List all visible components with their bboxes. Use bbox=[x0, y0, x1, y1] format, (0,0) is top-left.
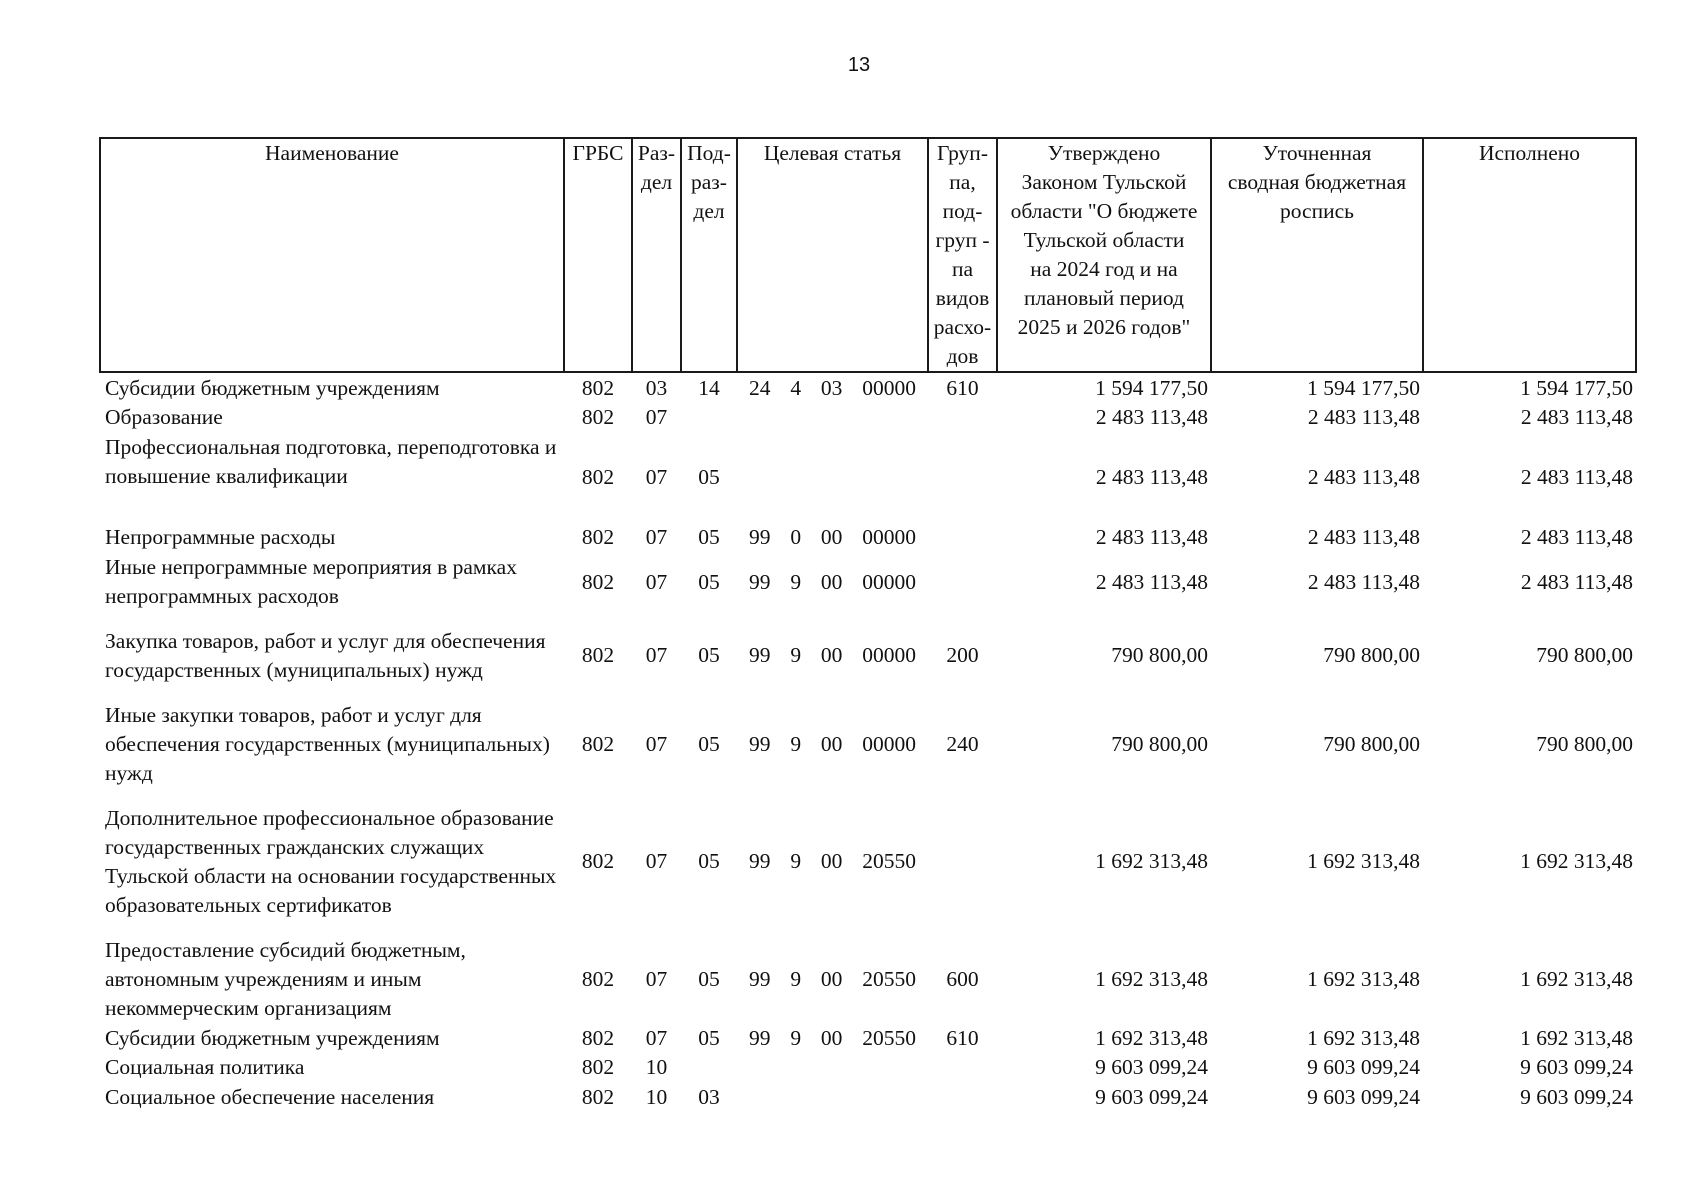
row-expense-group bbox=[928, 1082, 997, 1112]
row-approved: 9 603 099,24 bbox=[1095, 1084, 1208, 1109]
target-subprogram: 9 bbox=[790, 1025, 802, 1050]
header-name: Наименование bbox=[100, 138, 564, 372]
row-grbs: 802 bbox=[581, 465, 615, 489]
row-podrazdel bbox=[681, 403, 737, 432]
header-executed: Исполнено bbox=[1423, 138, 1636, 372]
target-program: 99 bbox=[749, 569, 771, 594]
row-target-article bbox=[737, 372, 928, 403]
row-approved: 1 692 313,48 bbox=[1095, 849, 1208, 873]
row-refined: 9 603 099,24 bbox=[1307, 1055, 1420, 1079]
table-row bbox=[100, 522, 1636, 553]
row-grbs: 802 bbox=[581, 966, 615, 991]
row-approved: 2 483 113,48 bbox=[1095, 525, 1208, 549]
header-razdel: Раз- дел bbox=[632, 138, 681, 372]
row-refined: 1 594 177,50 bbox=[1307, 375, 1420, 400]
row-expense-group bbox=[928, 522, 997, 553]
table-row bbox=[100, 611, 1636, 700]
target-subprogram: 9 bbox=[790, 731, 802, 756]
target-subprogram: 9 bbox=[790, 643, 802, 667]
target-event: 03 bbox=[820, 375, 843, 400]
row-approved: 1 594 177,50 bbox=[1095, 375, 1208, 400]
row-refined: 2 483 113,48 bbox=[1307, 569, 1420, 594]
target-event: 00 bbox=[820, 849, 843, 873]
row-refined: 2 483 113,48 bbox=[1307, 405, 1420, 429]
header-expense-group: Груп- па, под- груп - па видов расхо- дов bbox=[928, 138, 997, 372]
row-razdel: 03 bbox=[645, 375, 668, 400]
row-expense-group bbox=[928, 1053, 997, 1082]
row-razdel: 07 bbox=[645, 465, 668, 489]
header-approved: Утверждено Законом Тульской области "О бюджете Тульской области на 2024 год и на плановый период 2025 и 2026 годов" bbox=[997, 138, 1211, 372]
row-expense-group: 610 bbox=[946, 375, 979, 400]
header-refined: Уточненная сводная бюджетная роспись bbox=[1211, 138, 1423, 372]
row-executed: 790 800,00 bbox=[1536, 731, 1633, 756]
target-subprogram: 9 bbox=[790, 966, 802, 991]
target-subprogram: 9 bbox=[790, 849, 802, 873]
row-approved: 2 483 113,48 bbox=[1095, 405, 1208, 429]
row-approved: 2 483 113,48 bbox=[1095, 569, 1208, 594]
row-name: Непрограммные расходы bbox=[105, 525, 336, 549]
header-row bbox=[100, 138, 1636, 372]
row-executed: 1 692 313,48 bbox=[1520, 849, 1633, 873]
row-razdel: 07 bbox=[645, 643, 668, 667]
row-grbs: 802 bbox=[581, 849, 615, 873]
row-target-article bbox=[737, 522, 928, 553]
target-direction: 00000 bbox=[862, 731, 916, 756]
row-executed: 9 603 099,24 bbox=[1520, 1084, 1633, 1109]
row-name: Субсидии бюджетным учреждениям bbox=[105, 375, 440, 400]
row-podrazdel: 14 bbox=[698, 375, 720, 400]
target-direction: 20550 bbox=[862, 1025, 916, 1050]
row-podrazdel: 05 bbox=[698, 849, 720, 873]
target-direction: 00000 bbox=[862, 525, 916, 549]
row-executed: 1 692 313,48 bbox=[1520, 966, 1633, 991]
row-grbs: 802 bbox=[581, 569, 615, 594]
row-executed: 2 483 113,48 bbox=[1520, 465, 1633, 489]
target-program: 24 bbox=[749, 375, 771, 400]
row-name: Субсидии бюджетным учреждениям bbox=[105, 1025, 440, 1050]
row-grbs: 802 bbox=[581, 731, 615, 756]
target-direction: 00000 bbox=[862, 569, 916, 594]
row-razdel: 10 bbox=[645, 1055, 668, 1079]
table-row bbox=[100, 553, 1636, 611]
row-expense-group: 240 bbox=[946, 731, 979, 756]
table-row bbox=[100, 788, 1636, 935]
row-grbs: 802 bbox=[581, 643, 615, 667]
row-podrazdel: 05 bbox=[698, 465, 720, 489]
target-program: 99 bbox=[749, 849, 771, 873]
target-event: 00 bbox=[820, 525, 843, 549]
row-podrazdel: 05 bbox=[698, 1025, 720, 1050]
row-name: Закупка товаров, работ и услуг для обеспечения государственных (муниципальных) нужд bbox=[105, 628, 546, 682]
row-expense-group: 200 bbox=[946, 643, 979, 667]
target-direction: 20550 bbox=[862, 966, 916, 991]
target-program: 99 bbox=[749, 731, 771, 756]
table-header bbox=[100, 138, 1636, 372]
target-program: 99 bbox=[749, 966, 771, 991]
row-approved: 2 483 113,48 bbox=[1095, 465, 1208, 489]
row-target-article bbox=[737, 788, 928, 935]
target-event: 00 bbox=[820, 966, 843, 991]
target-event: 00 bbox=[820, 731, 843, 756]
table-row bbox=[100, 700, 1636, 788]
row-podrazdel: 05 bbox=[698, 643, 720, 667]
table-row bbox=[100, 403, 1636, 432]
row-executed: 1 692 313,48 bbox=[1520, 1025, 1633, 1050]
target-event: 00 bbox=[820, 569, 843, 594]
row-name: Образование bbox=[105, 405, 223, 429]
target-program: 99 bbox=[749, 643, 771, 667]
header-podrazdel: Под- раз- дел bbox=[681, 138, 737, 372]
row-executed: 2 483 113,48 bbox=[1520, 569, 1633, 594]
row-podrazdel bbox=[681, 1053, 737, 1082]
row-expense-group bbox=[928, 553, 997, 611]
row-name: Дополнительное профессиональное образование государственных гражданских служащих Тульской области на основании государственных образовательных сертификатов bbox=[105, 805, 557, 917]
row-target-article bbox=[737, 1053, 928, 1082]
row-name: Социальная политика bbox=[105, 1055, 305, 1079]
spacer-row bbox=[100, 492, 1636, 522]
row-expense-group bbox=[928, 788, 997, 935]
row-target-article bbox=[737, 1082, 928, 1112]
row-grbs: 802 bbox=[581, 375, 615, 400]
row-approved: 1 692 313,48 bbox=[1095, 966, 1208, 991]
row-razdel: 07 bbox=[645, 1025, 668, 1050]
row-approved: 790 800,00 bbox=[1111, 643, 1208, 667]
row-name: Социальное обеспечение населения bbox=[105, 1084, 435, 1109]
target-subprogram: 9 bbox=[790, 569, 802, 594]
row-podrazdel: 05 bbox=[698, 966, 720, 991]
row-refined: 790 800,00 bbox=[1323, 643, 1420, 667]
row-target-article bbox=[737, 403, 928, 432]
row-podrazdel: 05 bbox=[698, 731, 720, 756]
row-name: Профессиональная подготовка, переподготовка и повышение квалификации bbox=[105, 435, 557, 488]
row-grbs: 802 bbox=[581, 1055, 615, 1079]
row-approved: 9 603 099,24 bbox=[1095, 1055, 1208, 1079]
row-target-article bbox=[737, 432, 928, 492]
row-expense-group: 610 bbox=[946, 1025, 979, 1050]
row-executed: 1 594 177,50 bbox=[1520, 375, 1633, 400]
row-refined: 2 483 113,48 bbox=[1307, 525, 1420, 549]
table-row bbox=[100, 372, 1636, 403]
row-podrazdel: 05 bbox=[698, 569, 720, 594]
header-target-article: Целевая статья bbox=[737, 138, 928, 372]
target-direction: 20550 bbox=[862, 849, 916, 873]
row-grbs: 802 bbox=[581, 1084, 615, 1109]
row-executed: 2 483 113,48 bbox=[1520, 525, 1633, 549]
row-refined: 2 483 113,48 bbox=[1307, 465, 1420, 489]
table-row bbox=[100, 1082, 1636, 1112]
row-name: Иные непрограммные мероприятия в рамках непрограммных расходов bbox=[105, 555, 517, 608]
row-refined: 1 692 313,48 bbox=[1307, 1025, 1420, 1050]
row-refined: 9 603 099,24 bbox=[1307, 1084, 1420, 1109]
target-event: 00 bbox=[820, 643, 843, 667]
row-razdel: 07 bbox=[645, 405, 668, 429]
row-name: Иные закупки товаров, работ и услуг для обеспечения государственных (муниципальных) нужд bbox=[105, 702, 550, 785]
row-expense-group bbox=[928, 432, 997, 492]
row-approved: 790 800,00 bbox=[1111, 731, 1208, 756]
row-refined: 1 692 313,48 bbox=[1307, 849, 1420, 873]
row-target-article bbox=[737, 700, 928, 788]
row-approved: 1 692 313,48 bbox=[1095, 1025, 1208, 1050]
spacer-cell bbox=[100, 492, 1636, 522]
table-row bbox=[100, 935, 1636, 1023]
row-grbs: 802 bbox=[581, 525, 615, 549]
table-body bbox=[100, 372, 1636, 1112]
table-row bbox=[100, 1053, 1636, 1082]
row-target-article bbox=[737, 553, 928, 611]
row-razdel: 07 bbox=[645, 966, 668, 991]
row-refined: 1 692 313,48 bbox=[1307, 966, 1420, 991]
row-podrazdel: 05 bbox=[698, 525, 720, 549]
row-podrazdel: 03 bbox=[698, 1084, 720, 1109]
row-razdel: 07 bbox=[645, 569, 668, 594]
target-program: 99 bbox=[749, 1025, 771, 1050]
row-razdel: 07 bbox=[645, 849, 668, 873]
budget-table bbox=[99, 137, 1637, 1112]
row-razdel: 07 bbox=[645, 525, 668, 549]
row-grbs: 802 bbox=[581, 405, 615, 429]
row-executed: 790 800,00 bbox=[1536, 643, 1633, 667]
row-refined: 790 800,00 bbox=[1323, 731, 1420, 756]
target-direction: 00000 bbox=[862, 375, 916, 400]
target-direction: 00000 bbox=[862, 643, 916, 667]
header-grbs: ГРБС bbox=[564, 138, 632, 372]
page-number: 13 bbox=[847, 54, 871, 76]
row-name: Предоставление субсидий бюджетным, автономным учреждениям и иным некоммерческим организациям bbox=[105, 937, 466, 1020]
target-event: 00 bbox=[820, 1025, 843, 1050]
row-target-article bbox=[737, 935, 928, 1023]
target-subprogram: 4 bbox=[790, 375, 802, 400]
row-target-article bbox=[737, 611, 928, 700]
row-razdel: 10 bbox=[645, 1084, 668, 1109]
row-grbs: 802 bbox=[581, 1025, 615, 1050]
target-subprogram: 0 bbox=[790, 525, 802, 549]
row-executed: 2 483 113,48 bbox=[1520, 405, 1633, 429]
row-razdel: 07 bbox=[645, 731, 668, 756]
row-executed: 9 603 099,24 bbox=[1520, 1055, 1633, 1079]
row-expense-group bbox=[928, 403, 997, 432]
target-program: 99 bbox=[749, 525, 771, 549]
row-target-article bbox=[737, 1023, 928, 1053]
table-row bbox=[100, 1023, 1636, 1053]
table-row bbox=[100, 432, 1636, 492]
row-expense-group: 600 bbox=[946, 966, 979, 991]
